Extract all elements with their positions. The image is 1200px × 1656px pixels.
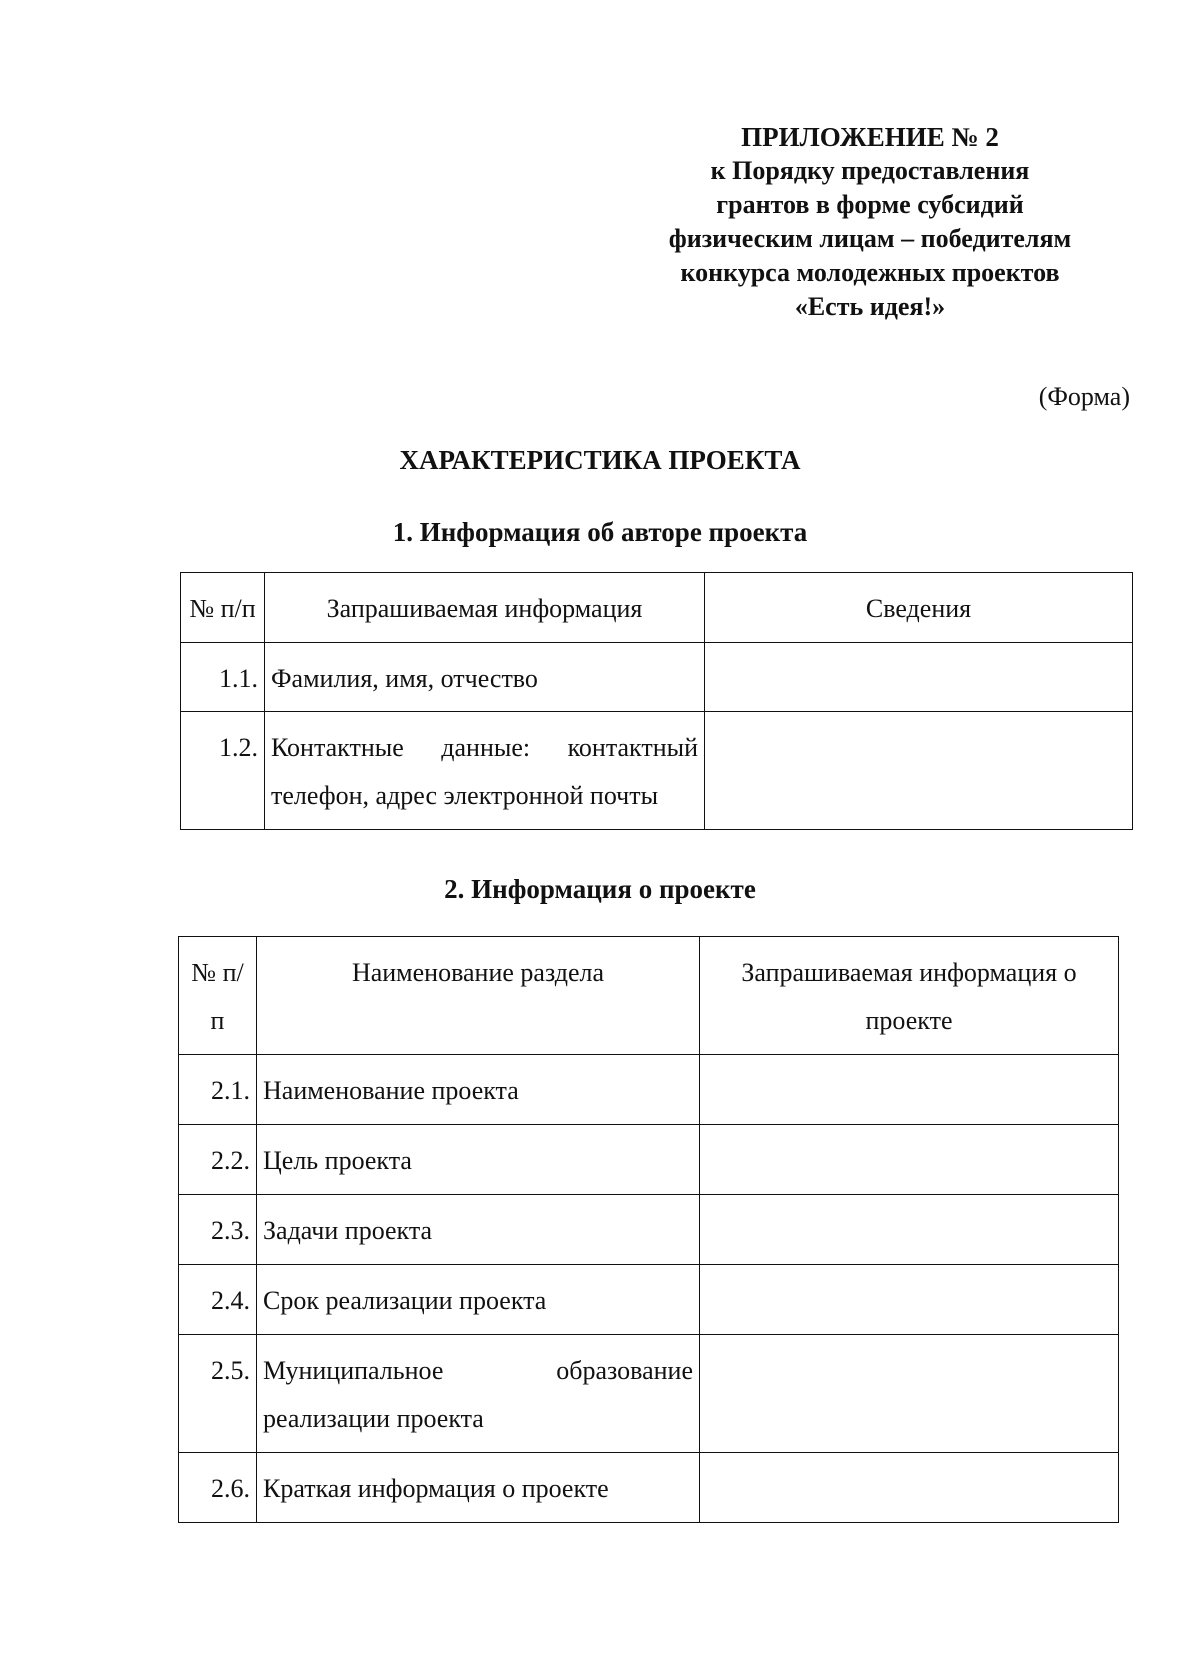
row-label (265, 712, 705, 830)
appendix-number: ПРИЛОЖЕНИЕ № 2 (741, 122, 999, 152)
header-cell-section: Наименование раздела (257, 937, 700, 1055)
row-value-cell[interactable] (700, 1125, 1119, 1195)
table-header-row (181, 573, 1133, 643)
row-label: Наименование проекта (257, 1055, 700, 1125)
row-value-cell[interactable] (700, 1335, 1119, 1453)
row-value-cell[interactable] (700, 1453, 1119, 1523)
row-value-cell[interactable] (700, 1195, 1119, 1265)
row-label: Фамилия, имя, отчество (265, 643, 705, 712)
table-row (179, 1195, 1119, 1265)
table-header-row (179, 937, 1119, 1055)
section1-title: 1. Информация об авторе проекта (392, 517, 808, 547)
appendix-line: к Порядку предоставления (710, 156, 1030, 185)
row-number: 1.1. (181, 643, 265, 712)
row-label-line: реализации проекта (263, 1404, 484, 1433)
table-row (181, 643, 1133, 712)
row-number: 2.6. (179, 1453, 257, 1523)
row-label: Цель проекта (257, 1125, 700, 1195)
document-title: ХАРАКТЕРИСТИКА ПРОЕКТА (399, 445, 801, 475)
table-row (179, 1335, 1119, 1453)
row-number: 2.4. (179, 1265, 257, 1335)
row-label (257, 1335, 700, 1453)
row-number: 2.5. (179, 1335, 257, 1453)
row-label: Срок реализации проекта (257, 1265, 700, 1335)
form-label: (Форма) (1038, 382, 1130, 411)
table-row (179, 1265, 1119, 1335)
table-row (179, 1125, 1119, 1195)
row-value-cell[interactable] (700, 1265, 1119, 1335)
row-value-cell[interactable] (705, 712, 1133, 830)
table-row (179, 1055, 1119, 1125)
section2-title: 2. Информация о проекте (444, 874, 756, 904)
row-label: Краткая информация о проекте (257, 1453, 700, 1523)
appendix-line: грантов в форме субсидий (716, 190, 1024, 219)
appendix-line: физическим лицам – победителям (668, 224, 1072, 253)
row-number: 2.1. (179, 1055, 257, 1125)
row-label-line: Муниципальное образование (263, 1356, 693, 1385)
row-number: 2.3. (179, 1195, 257, 1265)
table-row (181, 712, 1133, 830)
appendix-line: «Есть идея!» (794, 292, 946, 321)
header-cell-number: № п/п (179, 937, 257, 1055)
row-value-cell[interactable] (705, 643, 1133, 712)
table-row (179, 1453, 1119, 1523)
header-cell-details: Сведения (705, 573, 1133, 643)
project-info-table (178, 936, 1119, 1523)
row-label-line: телефон, адрес электронной почты (271, 781, 659, 810)
row-number: 1.2. (181, 712, 265, 830)
row-label-line: Контактные данные: контактный (271, 733, 698, 762)
appendix-header (640, 120, 1100, 324)
author-info-table (180, 572, 1133, 830)
row-value-cell[interactable] (700, 1055, 1119, 1125)
header-cell-number: № п/п (181, 573, 265, 643)
appendix-line: конкурса молодежных проектов (680, 258, 1060, 287)
row-number: 2.2. (179, 1125, 257, 1195)
header-cell-requested: Запрашиваемая информация (265, 573, 705, 643)
header-cell-requested: Запрашиваемая информация о проекте (700, 937, 1119, 1055)
row-label: Задачи проекта (257, 1195, 700, 1265)
